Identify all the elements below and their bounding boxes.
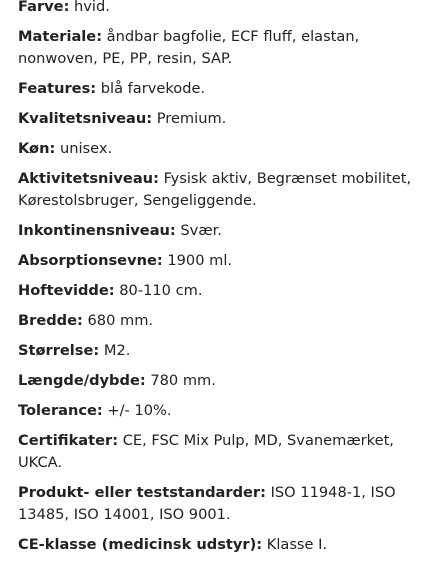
spec-label: Inkontinensniveau: [18, 222, 176, 239]
spec-label: Længde/dybde: [18, 372, 146, 389]
spec-standards [18, 482, 428, 526]
spec-value: 1900 ml. [167, 252, 233, 269]
spec-label: Farve: [18, 0, 70, 15]
spec-incontinence-level [18, 220, 428, 242]
spec-label: CE-klasse (medicinsk udstyr): [18, 536, 263, 553]
spec-label: Certifikater: [18, 432, 119, 449]
spec-value: ISO 11948-1, ISO 13485, ISO 14001, ISO 9001. [18, 484, 396, 523]
spec-features [18, 78, 428, 100]
spec-value: Klasse I. [266, 536, 328, 553]
spec-certificates [18, 430, 428, 474]
spec-value: CE, FSC Mix Pulp, MD, Svanemærket, UKCA. [18, 432, 394, 471]
spec-hip-width [18, 280, 428, 302]
spec-absorption [18, 250, 428, 272]
spec-label: Materiale: [18, 28, 103, 45]
product-spec-list [18, 0, 428, 564]
spec-activity-level [18, 168, 428, 212]
spec-value: M2. [103, 342, 131, 359]
spec-value: blå farvekode. [100, 80, 206, 97]
spec-width [18, 310, 428, 332]
spec-size [18, 340, 428, 362]
spec-label: Aktivitetsniveau: [18, 170, 159, 187]
spec-label: Tolerance: [18, 402, 103, 419]
spec-length [18, 370, 428, 392]
spec-label: Køn: [18, 140, 56, 157]
spec-value: 80-110 cm. [119, 282, 203, 299]
spec-value: 780 mm. [150, 372, 216, 389]
spec-label: Absorptionsevne: [18, 252, 163, 269]
spec-value: Premium. [156, 110, 227, 127]
spec-value: Svær. [180, 222, 222, 239]
spec-label: Bredde: [18, 312, 83, 329]
spec-material [18, 26, 428, 70]
spec-color [18, 0, 428, 18]
spec-value: Fysisk aktiv, Begrænset mobilitet, Kørestolsbruger, Sengeliggende. [18, 170, 412, 209]
spec-label: Produkt- eller teststandarder: [18, 484, 266, 501]
spec-gender [18, 138, 428, 160]
spec-label: Størrelse: [18, 342, 100, 359]
spec-quality-level [18, 108, 428, 130]
spec-label: Features: [18, 80, 97, 97]
spec-value: åndbar bagfolie, ECF fluff, elastan, nonwoven, PE, PP, resin, SAP. [18, 28, 360, 67]
spec-value: unisex. [59, 140, 113, 157]
spec-value: 680 mm. [87, 312, 154, 329]
spec-label: Hoftevidde: [18, 282, 115, 299]
spec-value: hvid. [74, 0, 110, 15]
spec-tolerance [18, 400, 428, 422]
spec-ce-class [18, 534, 428, 556]
spec-label: Kvalitetsniveau: [18, 110, 153, 127]
spec-value: +/- 10%. [107, 402, 172, 419]
